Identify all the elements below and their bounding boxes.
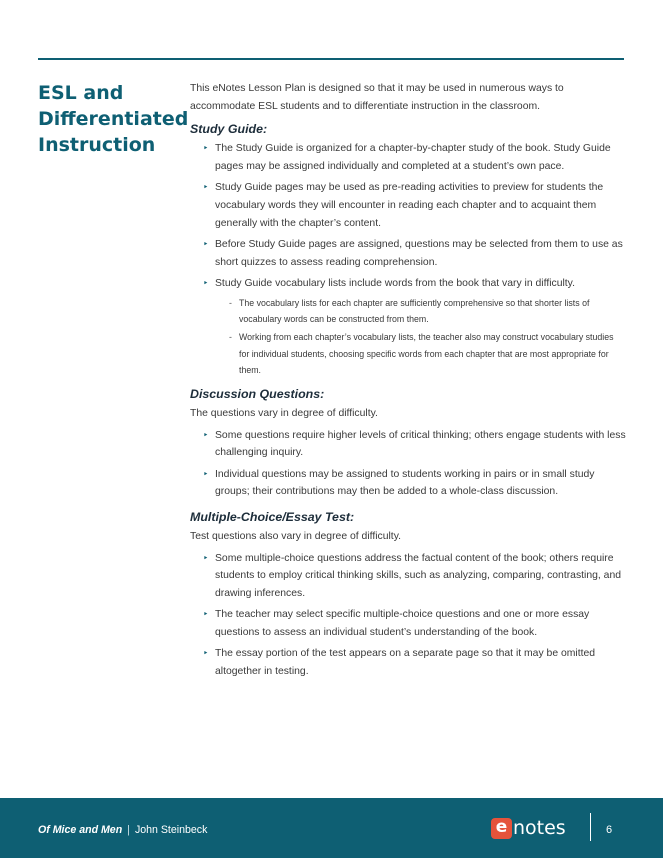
list-item-text: The teacher may select specific multiple-choice questions and one or more essay questions to assess an individual student’s understanding of the book. — [215, 609, 590, 638]
triangle-bullet-icon: ‣ — [203, 278, 209, 289]
section-title-line: ESL and — [38, 82, 124, 104]
logo-wordmark: notes — [513, 817, 566, 839]
list-item-text: Study Guide vocabulary lists include words from the book that vary in difficulty. — [215, 278, 575, 290]
intro-paragraph: This eNotes Lesson Plan is designed so that it may be used in numerous ways to accommodate ESL students and to differentiate instruction in the classroom. — [190, 83, 564, 112]
top-divider — [38, 58, 624, 60]
triangle-bullet-icon: ‣ — [203, 648, 209, 659]
study-guide-heading: Study Guide: — [190, 122, 268, 137]
page-footer — [0, 798, 663, 858]
test-list — [190, 550, 626, 681]
logo-e-mark: e — [491, 818, 512, 839]
list-item — [203, 606, 626, 641]
list-item-text: Before Study Guide pages are assigned, questions may be selected from them to use as short quizzes to assess reading comprehension. — [215, 239, 623, 268]
list-item — [203, 427, 626, 462]
list-item — [203, 550, 626, 603]
footer-divider — [590, 813, 591, 841]
footer-separator: | — [127, 824, 130, 836]
test-lead: Test questions also vary in degree of difficulty. — [190, 530, 402, 542]
vocabulary-sub-list — [215, 295, 626, 378]
list-item — [203, 275, 626, 378]
discussion-lead: The questions vary in degree of difficulty. — [190, 407, 378, 419]
list-item — [203, 140, 626, 175]
triangle-bullet-icon: ‣ — [203, 182, 209, 193]
book-title: Of Mice and Men — [38, 824, 123, 836]
sub-list-item — [229, 295, 626, 327]
section-title-line: Differentiated — [38, 108, 189, 130]
list-item-text: The essay portion of the test appears on a separate page so that it may be omitted altogether in testing. — [215, 648, 596, 678]
list-item — [203, 179, 626, 232]
list-item-text: Some questions require higher levels of critical thinking; others engage students with less challenging inquiry. — [215, 429, 626, 459]
section-title-line: Instruction — [38, 134, 156, 156]
discussion-heading: Discussion Questions: — [190, 386, 325, 401]
author-name: John Steinbeck — [134, 824, 208, 836]
main-content — [190, 80, 626, 689]
triangle-bullet-icon: ‣ — [203, 429, 209, 440]
triangle-bullet-icon: ‣ — [203, 609, 209, 620]
study-guide-list — [190, 140, 626, 378]
sub-list-item-text: The vocabulary lists for each chapter are sufficiently comprehensive so that shorter lists of vocabulary words can be constructed from them. — [239, 297, 590, 325]
list-item — [203, 236, 626, 271]
list-item — [203, 466, 626, 501]
page-number: 6 — [606, 824, 613, 836]
list-item-text: Some multiple-choice questions address the factual content of the book; others require students to employ critical thinking skills, such as analyzing, comparing, contrasting, and drawing inferences. — [215, 552, 622, 599]
list-item-text: Individual questions may be assigned to students working in pairs or in small study groups; their contributions may then be added to a whole-class discussion. — [215, 468, 595, 498]
triangle-bullet-icon: ‣ — [203, 239, 209, 250]
enotes-logo — [491, 816, 566, 840]
dash-bullet-icon: - — [229, 297, 232, 308]
discussion-list — [190, 427, 626, 501]
sub-list-item — [229, 329, 626, 378]
list-item-text: The Study Guide is organized for a chapter-by-chapter study of the book. Study Guide pages may be assigned individually and completed at a student’s own pace. — [215, 143, 611, 172]
triangle-bullet-icon: ‣ — [203, 552, 209, 563]
list-item — [203, 645, 626, 680]
dash-bullet-icon: - — [229, 332, 232, 343]
section-title — [38, 80, 188, 158]
list-item-text: Study Guide pages may be used as pre-reading activities to preview for students the vocabulary words they will encounter in reading each chapter and to acquaint them generally with the chapter’s content. — [215, 182, 604, 229]
test-heading: Multiple-Choice/Essay Test: — [190, 509, 355, 524]
triangle-bullet-icon: ‣ — [203, 468, 209, 479]
triangle-bullet-icon: ‣ — [203, 143, 209, 154]
sub-list-item-text: Working from each chapter’s vocabulary lists, the teacher also may construct vocabulary studies for individual students, choosing specific words from each chapter that are most appropriate for them. — [239, 332, 614, 375]
footer-book-info — [38, 824, 207, 836]
